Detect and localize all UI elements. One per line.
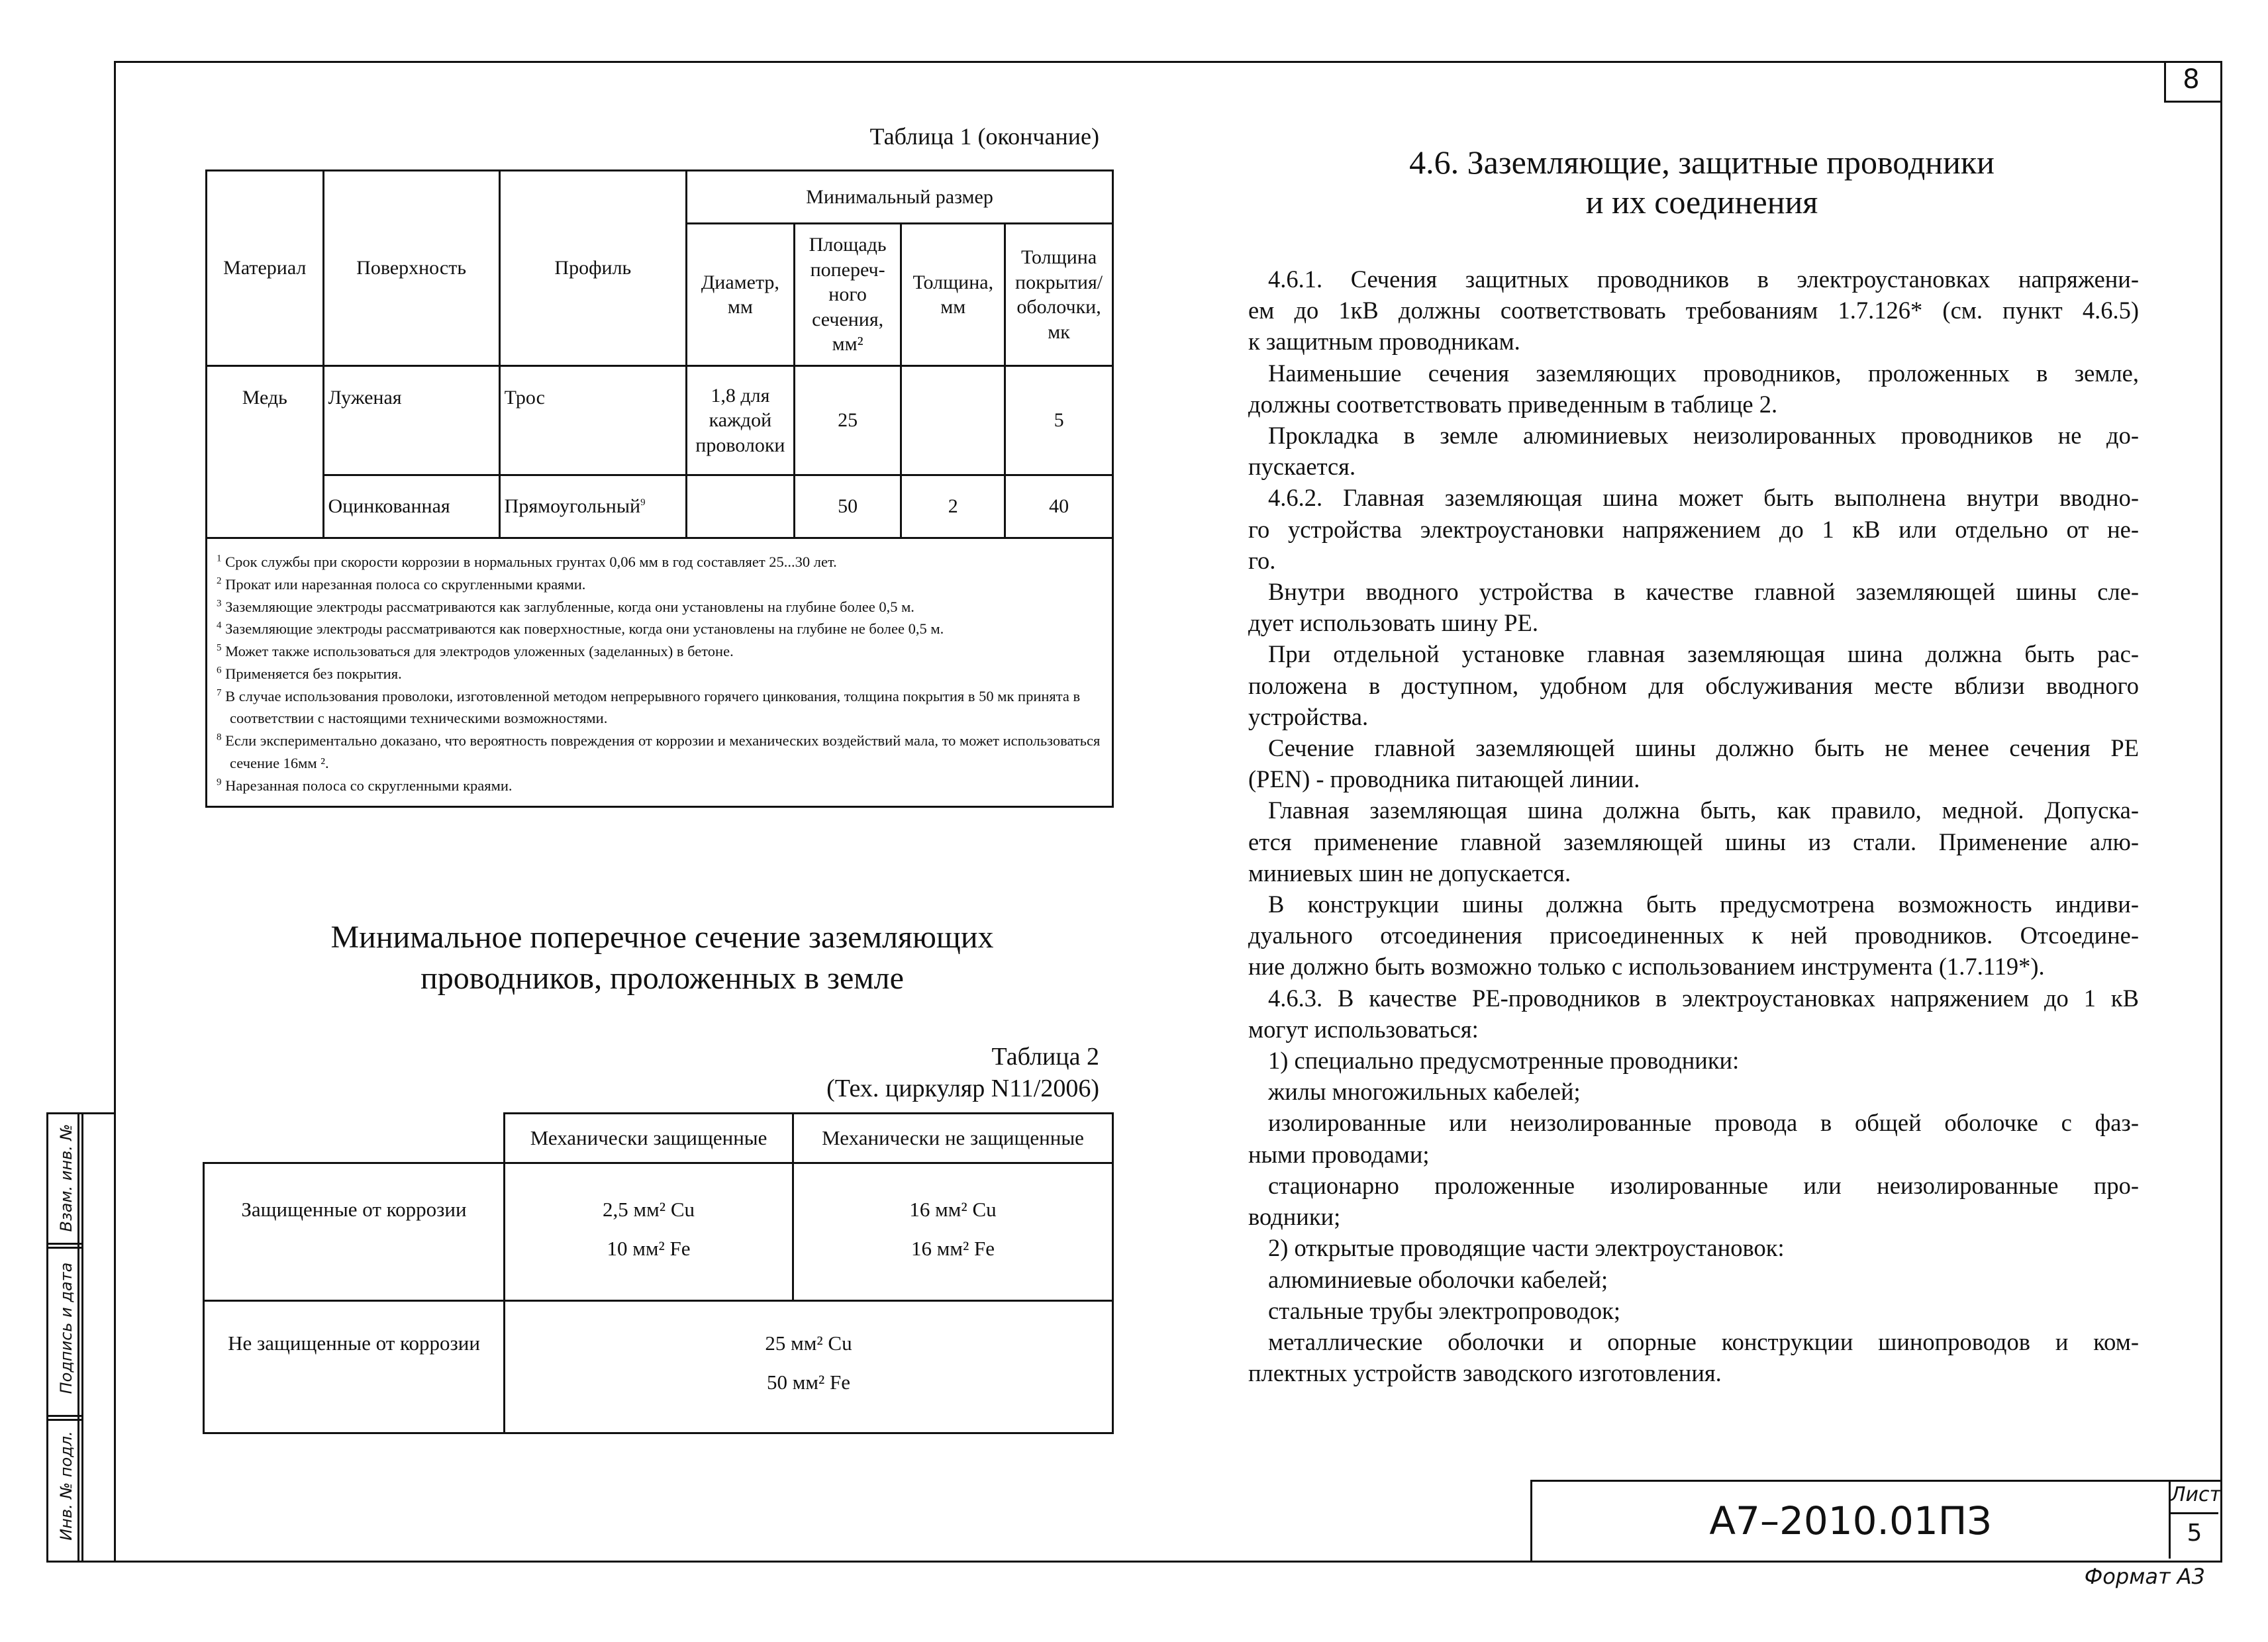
table1-header-coating: Толщина покрытия/ оболочки, мк (1005, 224, 1113, 366)
table2-value: 10 мм² Fe (607, 1236, 691, 1260)
body-text (1248, 264, 2139, 1388)
body-line: должны соответствовать приведенным в таблице 2. (1248, 390, 1778, 418)
footnote-number: 6 (217, 665, 222, 676)
side-stamp-value-col (77, 1112, 114, 1563)
side-stamp-inv-vzam-label: Взам. инв. № (57, 1124, 75, 1232)
table2-header-protected: Механически защищенные (505, 1114, 793, 1163)
body-line: 4.6.3. В качестве PE-проводников в электроустановках напряжением до 1 кВ (1268, 984, 2139, 1012)
footnote-number: 4 (217, 620, 222, 631)
body-line: пускается. (1248, 453, 1356, 481)
table1-cell-profile: Прямоугольный (504, 495, 641, 518)
body-line: жилы многожильных кабелей; (1268, 1078, 1581, 1106)
table1-header-area: Площадь попереч- ного сечения, мм² (794, 224, 901, 366)
footnote (217, 663, 1103, 685)
section-right-title (1245, 142, 2159, 222)
body-line: Сечение главной заземляющей шины должно быть не менее сечения PE (1268, 734, 2139, 762)
table1-cell-diameter (686, 475, 794, 538)
table2-value: 50 мм² Fe (766, 1370, 851, 1394)
body-line: ется применение главной заземляющей шины из стали. Применение алю- (1248, 828, 2139, 855)
body-line: Внутри вводного устройства в качестве главной заземляющей шины сле- (1268, 578, 2139, 606)
footnote-number: 5 (217, 642, 222, 653)
body-line: устройства. (1248, 702, 1369, 730)
table1-cell-material: Медь (207, 366, 324, 538)
table1-cell-coating: 40 (1005, 475, 1113, 538)
table2-row1-label: Защищенные от коррозии (204, 1163, 505, 1301)
side-stamp-podpis-label: Подпись и дата (57, 1262, 75, 1394)
footnote-number: 7 (217, 687, 222, 698)
footnote-text: Нарезанная полоса со скругленными краями. (225, 777, 513, 794)
table1-cell-coating: 5 (1005, 366, 1113, 475)
table2-caption (728, 1041, 1099, 1104)
footnote (217, 730, 1103, 775)
body-line: металлические оболочки и опорные конструкции шинопроводов и ком- (1268, 1328, 2139, 1355)
table2-caption-line2: (Тех. циркуляр N11/2006) (826, 1075, 1099, 1102)
footnote-text: Заземляющие электроды рассматриваются как поверхностные, когда они установлены на глубине не более 0,5 м. (225, 620, 944, 638)
section-left-title (205, 917, 1119, 999)
footnote-text: Заземляющие электроды рассматриваются как заглубленные, когда они установлены на глубине более 0,5 м. (225, 598, 914, 615)
table2-corner (204, 1114, 505, 1163)
table1-cell-thickness (901, 366, 1005, 475)
table1-caption: Таблица 1 (окончание) (869, 123, 1099, 150)
table2-value: 16 мм² Fe (911, 1236, 995, 1260)
table1-header-surface: Поверхность (323, 171, 499, 366)
body-line: Прокладка в земле алюминиевых неизолированных проводников не до- (1268, 422, 2139, 450)
section-left-title-line1: Минимальное поперечное сечение заземляющих (330, 920, 994, 955)
footnote (217, 551, 1103, 573)
table1 (205, 169, 1114, 808)
body-line: ем до 1кВ должны соответствовать требованиям 1.7.126* (см. пункт 4.6.5) (1248, 297, 2139, 324)
footnote-text: Если экспериментально доказано, что вероятность повреждения от коррозии и механических воздействий мала, то может использоваться сечение 16мм ². (225, 732, 1101, 771)
body-line: могут использоваться: (1248, 1015, 1479, 1043)
footnote-text: Срок службы при скорости коррозии в нормальных грунтах 0,06 мм в год составляет 25...30 лет. (225, 554, 837, 570)
table2-row2-label: Не защищенные от коррозии (204, 1301, 505, 1433)
table1-header-thickness: Толщина, мм (901, 224, 1005, 366)
footnote-number: 9 (217, 777, 222, 787)
footnote-number: 2 (217, 575, 222, 587)
title-block-sheet-divider (2169, 1512, 2218, 1514)
corner-sheet-number-text: 8 (2183, 64, 2200, 95)
title-block-sheet-number: 5 (2187, 1520, 2202, 1547)
table1-cell-thickness: 2 (901, 475, 1005, 538)
table1-cell-surface: Оцинкованная (323, 475, 499, 538)
section-left-title-line2: проводников, проложенных в земле (420, 961, 904, 996)
body-line: к защитным проводникам. (1248, 328, 1520, 356)
section-right-title-line2: и их соединения (1585, 183, 1818, 220)
body-line: дует использовать шину PE. (1248, 609, 1538, 637)
table2-value: 16 мм² Cu (909, 1198, 997, 1221)
body-line: положена в доступном, удобном для обслуживания месте вблизи вводного (1248, 671, 2139, 699)
table1-cell-area: 50 (794, 475, 901, 538)
table1-cell-area: 25 (794, 366, 901, 475)
table1-header-material: Материал (207, 171, 324, 366)
table1-footnotes (207, 538, 1113, 807)
body-line: ние должно быть возможно только с использованием инструмента (1.7.119*). (1248, 953, 2045, 981)
footnote (217, 775, 1103, 797)
footnote (217, 618, 1103, 640)
footnote-text: Может также использоваться для электродов уложенных (заделанных) в бетоне. (225, 643, 734, 659)
table1-cell-diameter: 1,8 для каждой проволоки (686, 366, 794, 475)
table1-cell-profile-note: 9 (640, 497, 646, 508)
footnote (217, 596, 1103, 618)
table2-row2-value (505, 1301, 1113, 1433)
body-line: водники; (1248, 1203, 1341, 1231)
footnote (217, 640, 1103, 663)
body-line: ными проводами; (1248, 1140, 1430, 1168)
table2-value: 25 мм² Cu (765, 1331, 852, 1355)
body-line: миниевых шин не допускается. (1248, 859, 1571, 887)
body-line: 4.6.1. Сечения защитных проводников в электроустановках напряжени- (1268, 266, 2139, 293)
footnote (217, 685, 1103, 730)
side-stamp (46, 1112, 114, 1559)
footnote-number: 8 (217, 732, 222, 743)
footnote-number: 3 (217, 598, 222, 608)
format-label: Формат А3 (2084, 1564, 2205, 1589)
footnote-text: Прокат или нарезанная полоса со скругленными краями. (225, 575, 586, 593)
title-block-doc-code: А7–2010.01ПЗ (1709, 1498, 1992, 1543)
body-line: В конструкции шины должна быть предусмотрена возможность индиви- (1268, 891, 2139, 918)
side-stamp-inv-podl-label: Инв. № подл. (57, 1431, 75, 1541)
table2-value: 2,5 мм² Cu (603, 1198, 695, 1221)
footnote-number: 1 (217, 553, 222, 564)
body-line: При отдельной установке главная заземляющая шина должна быть рас- (1268, 640, 2139, 668)
body-line: Наименьшие сечения заземляющих проводников, проложенных в земле, (1268, 359, 2139, 387)
table2-header-unprotected: Механически не защищенные (793, 1114, 1113, 1163)
footnote (217, 573, 1103, 596)
title-block-sheet-label: Лист (2171, 1483, 2222, 1506)
table1-header-diameter: Диаметр, мм (686, 224, 794, 366)
body-line: дуального отсоединения присоединенных к ней проводников. Отсоедине- (1248, 922, 2139, 949)
body-line: стационарно проложенные изолированные или неизолированные про- (1268, 1171, 2139, 1199)
body-line: 1) специально предусмотренные проводники: (1268, 1047, 1740, 1075)
section-right-title-line1: 4.6. Заземляющие, защитные проводники (1409, 144, 1995, 181)
body-line: 2) открытые проводящие части электроустановок: (1268, 1234, 1785, 1262)
body-line: плектных устройств заводского изготовления. (1248, 1359, 1722, 1387)
table1-cell-surface: Луженая (323, 366, 499, 475)
body-line: Главная заземляющая шина должна быть, как правило, медной. Допуска- (1268, 797, 2139, 824)
footnote-text: Применяется без покрытия. (225, 665, 402, 682)
body-line: (PEN) - проводника питающей линии. (1248, 765, 1640, 793)
table1-header-profile: Профиль (499, 171, 686, 366)
body-line: го устройства электроустановки напряжением до 1 кВ или отдельно от не- (1248, 515, 2139, 543)
footnote-text: В случае использования проволоки, изготовленной методом непрерывного горячего цинкования, толщина покрытия в 50 мк принята в соответствии с настоящими техническими возможностями. (225, 687, 1081, 727)
table2 (203, 1112, 1114, 1434)
table1-header-min-size: Минимальный размер (686, 171, 1112, 224)
body-line: 4.6.2. Главная заземляющая шина может быть выполнена внутри вводно- (1268, 484, 2139, 512)
body-line: алюминиевые оболочки кабелей; (1268, 1265, 1608, 1293)
table2-caption-line1: Таблица 2 (991, 1043, 1099, 1071)
table2-row1-protected (505, 1163, 793, 1301)
body-line: изолированные или неизолированные провода в общей оболочке с фаз- (1268, 1109, 2139, 1137)
body-line: стальные трубы электропроводок; (1268, 1296, 1620, 1324)
table1-cell-profile: Трос (499, 366, 686, 475)
table2-row1-unprotected (793, 1163, 1113, 1301)
table1-cell-profile-wrap (499, 475, 686, 538)
body-line: го. (1248, 546, 1276, 574)
